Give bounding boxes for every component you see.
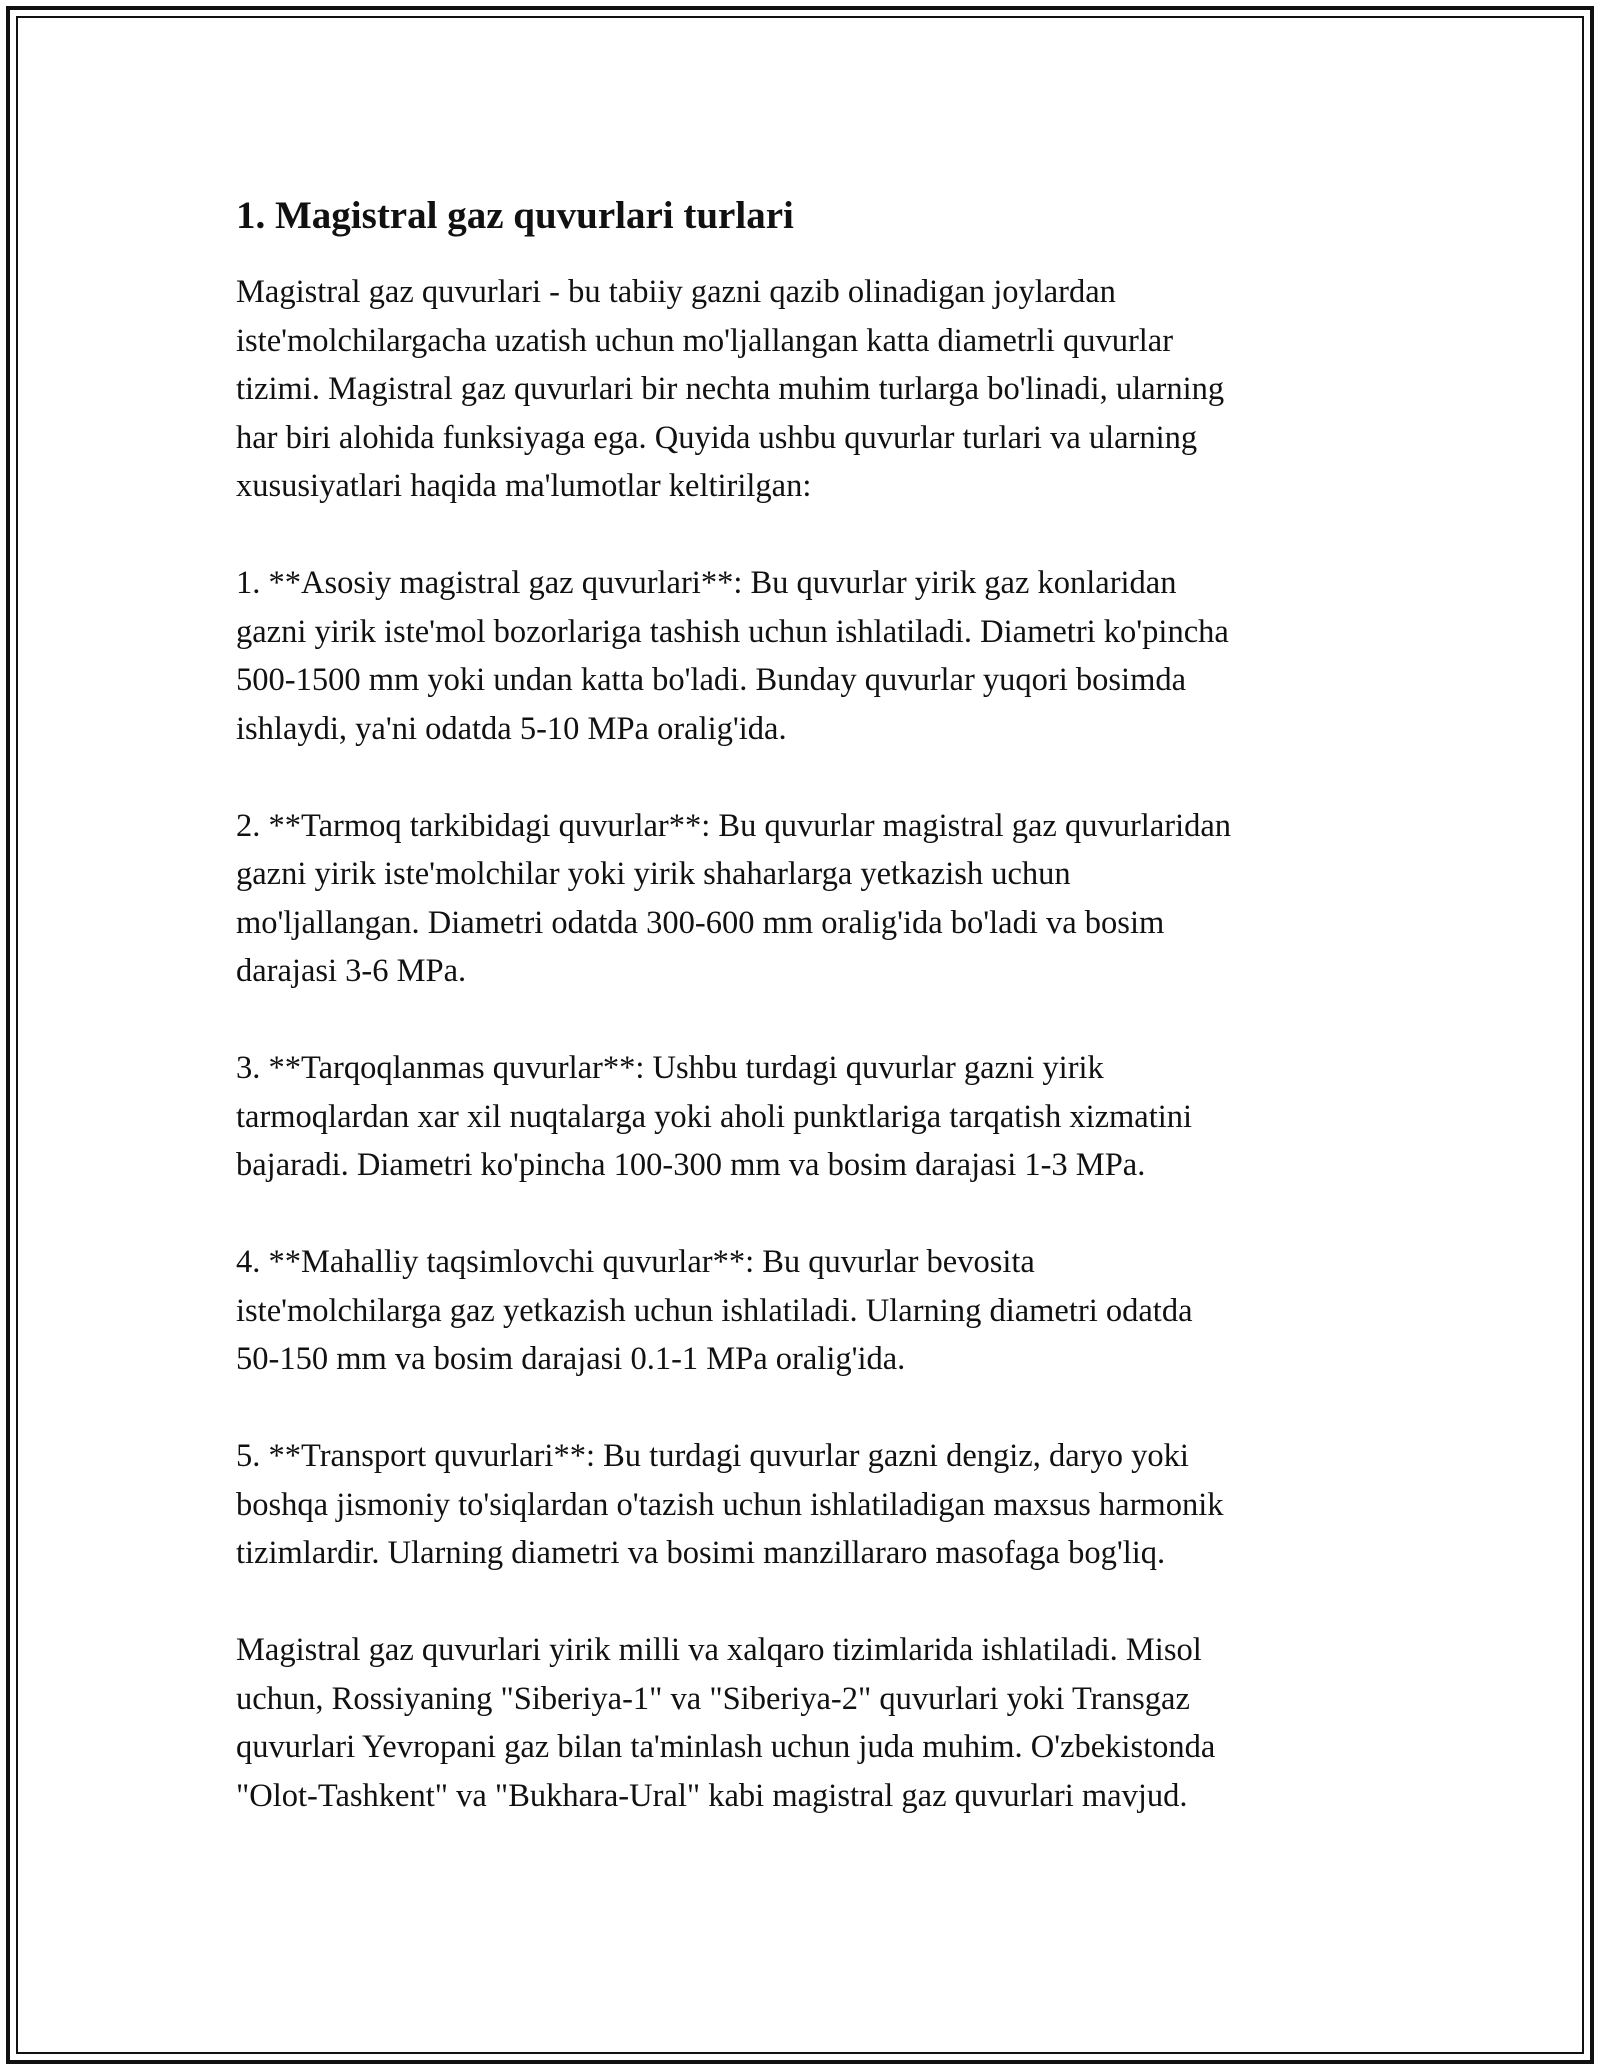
- list-item-2: 2. **Tarmoq tarkibidagi quvurlar**: Bu quvurlar magistral gaz quvurlaridan gazni yirik iste'molchilar yoki yirik shaharlarga yetkazish uchun mo'ljallangan. Diametri odatda 300-600 mm oralig'ida bo'ladi va bosim darajasi 3-6 MPa.: [236, 807, 1232, 989]
- list-item-3: 3. **Tarqoqlanmas quvurlar**: Ushbu turdagi quvurlar gazni yirik tarmoqlardan xar xil nuqtalarga yoki aholi punktlariga tarqatish xizmatini bajaradi. Diametri ko'pincha 100-300 mm va bosim darajasi 1-3 MPa.: [236, 1050, 1193, 1183]
- closing-paragraph: Magistral gaz quvurlari yirik milli va xalqaro tizimlarida ishlatiladi. Misol uchun, Rossiyaning "Siberiya-1" va "Siberiya-2" quvurlari yoki Transgaz quvurlari Yevropani gaz bilan ta'minlash uchun juda muhim. O'zbekistonda "Olot-Tashkent" va "Bukhara-Ural" kabi magistral gaz quvurlari mavjud.: [236, 1632, 1216, 1814]
- document-title: 1. Magistral gaz quvurlari turlari: [236, 194, 794, 237]
- list-item-1: 1. **Asosiy magistral gaz quvurlari**: Bu quvurlar yirik gaz konlaridan gazni yirik iste'mol bozorlariga tashish uchun ishlatiladi. Diametri ko'pincha 500-1500 mm yoki undan katta bo'ladi. Bunday quvurlar yuqori bosimda ishlaydi, ya'ni odatda 5-10 MPa oralig'ida.: [236, 565, 1229, 747]
- document-body: [236, 186, 1366, 1820]
- list-item-5: 5. **Transport quvurlari**: Bu turdagi quvurlar gazni dengiz, daryo yoki boshqa jismoniy to'siqlardan o'tazish uchun ishlatiladigan maxsus harmonik tizimlardir. Ularning diametri va bosimi manzillararo masofaga bog'liq.: [236, 1438, 1224, 1571]
- intro-paragraph: Magistral gaz quvurlari - bu tabiiy gazni qazib olinadigan joylardan iste'molchilargacha uzatish uchun mo'ljallangan katta diametrli quvurlar tizimi. Magistral gaz quvurlari bir nechta muhim turlarga bo'linadi, ularning har biri alohida funksiyaga ega. Quyida ushbu quvurlar turlari va ularning xususiyatlari haqida ma'lumotlar keltirilgan:: [236, 274, 1225, 504]
- list-item-4: 4. **Mahalliy taqsimlovchi quvurlar**: Bu quvurlar bevosita iste'molchilarga gaz yetkazish uchun ishlatiladi. Ularning diametri odatda 50-150 mm va bosim darajasi 0.1-1 MPa oralig'ida.: [236, 1244, 1193, 1377]
